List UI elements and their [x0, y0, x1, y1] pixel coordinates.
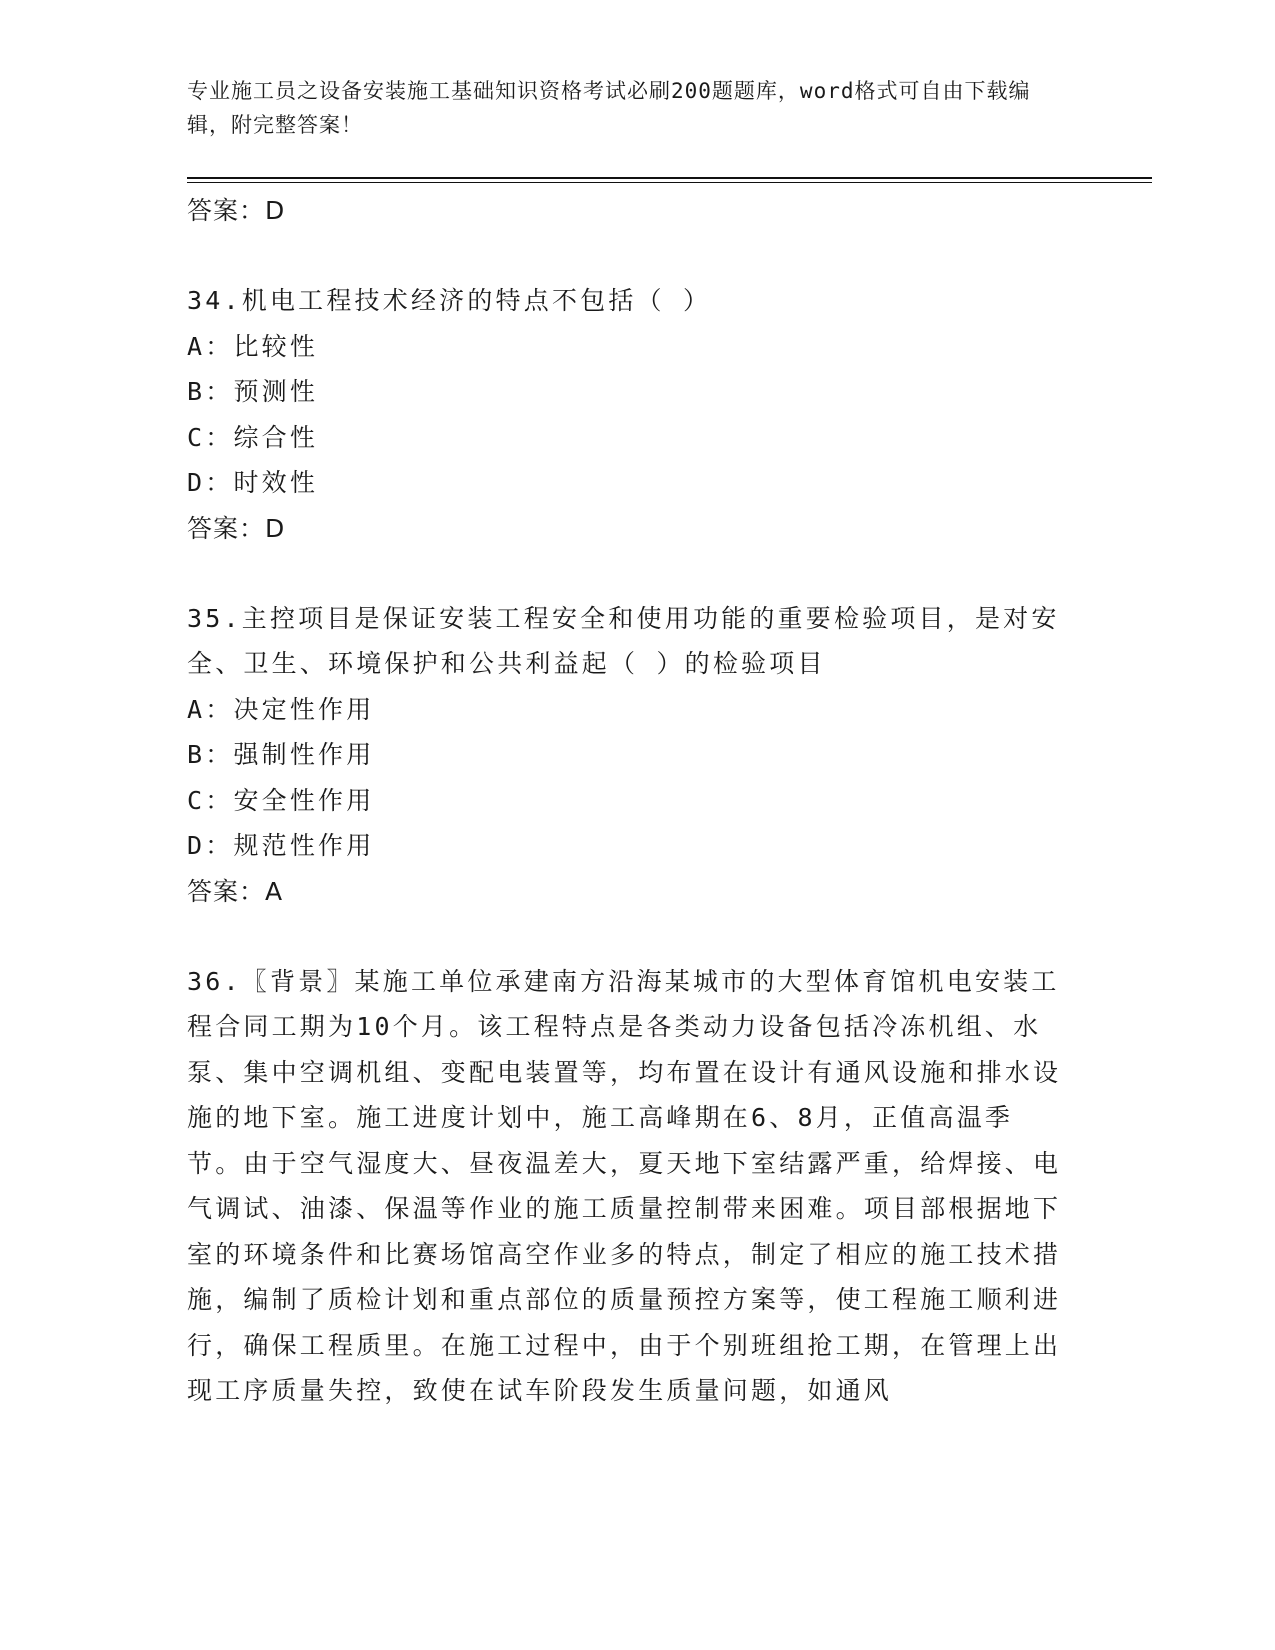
option-b: B：预测性	[187, 377, 319, 406]
option-b: B：强制性作用	[187, 740, 375, 769]
option-c: C：安全性作用	[187, 785, 375, 815]
option-c: C：综合性	[187, 422, 319, 452]
question-34	[187, 278, 1067, 552]
question-stem: 34.机电工程技术经济的特点不包括（ ）	[187, 286, 712, 315]
header-divider-thick	[187, 177, 1152, 179]
option-a: A：比较性	[187, 331, 319, 361]
question-stem: 35.主控项目是保证安装工程安全和使用功能的重要检验项目，是对安全、卫生、环境保护和公共利益起（ ）的检验项目	[187, 603, 1060, 678]
question-answer: 答案：A	[187, 876, 284, 906]
question-answer: 答案：D	[187, 513, 286, 543]
question-36	[187, 959, 1067, 1414]
page-header: 专业施工员之设备安装施工基础知识资格考试必刷200题题库，word格式可自由下载编辑，附完整答案！	[187, 79, 1031, 137]
spacer	[187, 552, 1067, 596]
previous-answer: 答案：D	[187, 196, 286, 225]
document-body	[187, 188, 1067, 1414]
question-stem: 36.〖背景〗某施工单位承建南方沿海某城市的大型体育馆机电安装工程合同工期为10个月。该工程特点是各类动力设备包括冷冻机组、水泵、集中空调机组、变配电装置等，均布置在设计有通风设施和排水设施的地下室。施工进度计划中，施工高峰期在6、8月，正值高温季节。由于空气湿度大、昼夜温差大，夏天地下室结露严重，给焊接、电气调试、油漆、保温等作业的施工质量控制带来困难。项目部根据地下室的环境条件和比赛场馆高空作业多的特点，制定了相应的施工技术措施，编制了质检计划和重点部位的质量预控方案等，使工程施工顺利进行，确保工程质里。在施工过程中，由于个别班组抢工期，在管理上出现工序质量失控，致使在试车阶段发生质量问题，如通风	[187, 966, 1062, 1405]
spacer	[187, 234, 1067, 278]
option-d: D：时效性	[187, 468, 319, 497]
header-divider-thin	[187, 182, 1152, 183]
question-35	[187, 596, 1067, 915]
spacer	[187, 915, 1067, 959]
option-d: D：规范性作用	[187, 831, 375, 860]
option-a: A：决定性作用	[187, 694, 375, 724]
